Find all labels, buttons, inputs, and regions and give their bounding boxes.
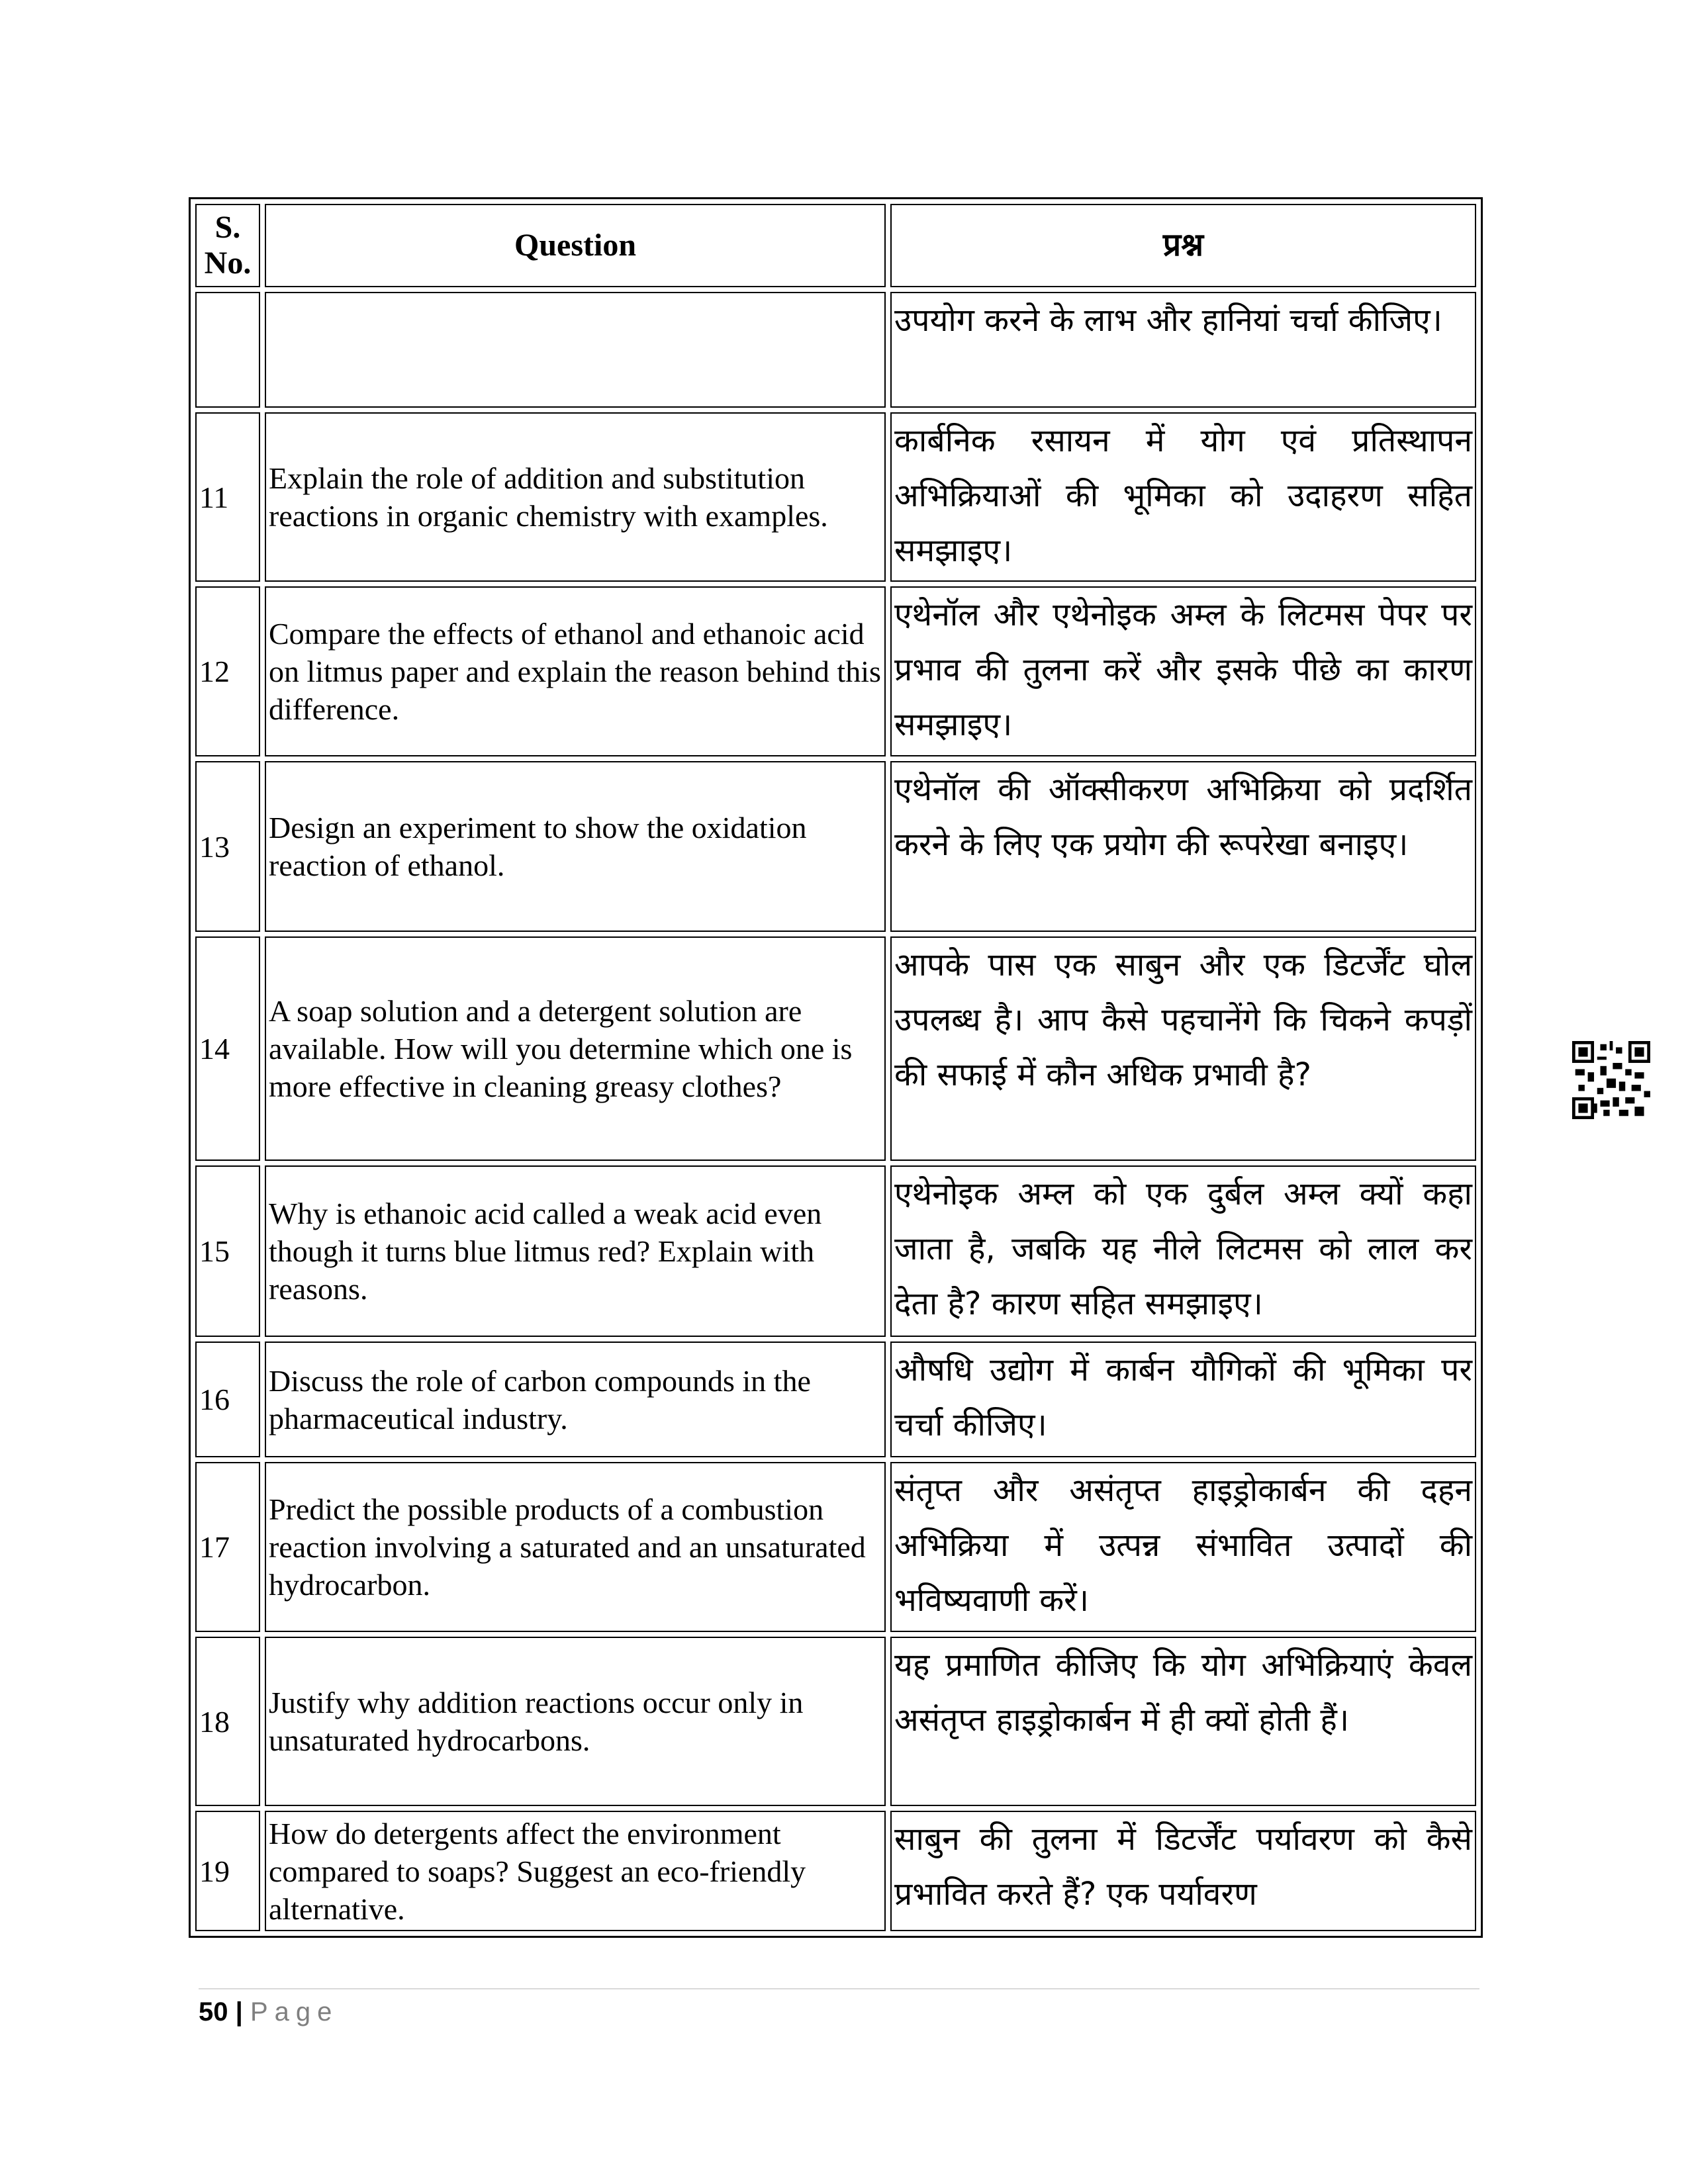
question-cell: Discuss the role of carbon compounds in the pharmaceutical industry. (265, 1342, 886, 1457)
table-row (195, 936, 1476, 1161)
table-row (195, 586, 1476, 756)
question-cell: A soap solution and a detergent solution are available. How will you determine which one is more effective in cleaning greasy clothes? (265, 936, 886, 1161)
hindi-question-cell: एथेनॉल की ऑक्सीकरण अभिक्रिया को प्रदर्शित करने के लिए एक प्रयोग की रूपरेखा बनाइए। (890, 761, 1476, 932)
hindi-question-cell: उपयोग करने के लाभ और हानियां चर्चा कीजिए। (890, 292, 1476, 408)
hindi-question-cell: साबुन की तुलना में डिटर्जेंट पर्यावरण को कैसे प्रभावित करते हैं? एक पर्यावरण (890, 1811, 1476, 1931)
question-cell (265, 292, 886, 408)
table-row (195, 761, 1476, 932)
hindi-question-cell: आपके पास एक साबुन और एक डिटर्जेंट घोल उपलब्ध है। आप कैसे पहचानेंगे कि चिकने कपड़ों की सफाई में कौन अधिक प्रभावी है? (890, 936, 1476, 1161)
hindi-question-cell: संतृप्त और असंतृप्त हाइड्रोकार्बन की दहन अभिक्रिया में उत्पन्न संभावित उत्पादों की भविष्यवाणी करें। (890, 1462, 1476, 1632)
hindi-question-cell: कार्बनिक रसायन में योग एवं प्रतिस्थापन अभिक्रियाओं की भूमिका को उदाहरण सहित समझाइए। (890, 412, 1476, 582)
sno-cell: 11 (195, 412, 260, 582)
table-row (195, 1637, 1476, 1806)
table-row (195, 1811, 1476, 1931)
sno-cell: 16 (195, 1342, 260, 1457)
table-row (195, 292, 1476, 408)
sno-cell: 12 (195, 586, 260, 756)
table-row (195, 412, 1476, 582)
header-hindi: प्रश्न (890, 204, 1476, 287)
question-cell: Justify why addition reactions occur only in unsaturated hydrocarbons. (265, 1637, 886, 1806)
footer-divider (199, 1988, 1479, 1989)
page-label: Page (250, 1997, 339, 2026)
sno-cell: 18 (195, 1637, 260, 1806)
sno-cell: 19 (195, 1811, 260, 1931)
page-footer (199, 1997, 338, 2027)
question-cell: Explain the role of addition and substitution reactions in organic chemistry with examples. (265, 412, 886, 582)
sno-cell: 13 (195, 761, 260, 932)
question-cell: How do detergents affect the environment compared to soaps? Suggest an eco-friendly alternative. (265, 1811, 886, 1931)
question-cell: Design an experiment to show the oxidation reaction of ethanol. (265, 761, 886, 932)
hindi-question-cell: एथेनोइक अम्ल को एक दुर्बल अम्ल क्यों कहा जाता है, जबकि यह नीले लिटमस को लाल कर देता है? कारण सहित समझाइए। (890, 1165, 1476, 1337)
header-sno: S. No. (195, 204, 260, 287)
hindi-question-cell: एथेनॉल और एथेनोइक अम्ल के लिटमस पेपर पर प्रभाव की तुलना करें और इसके पीछे का कारण समझाइए। (890, 586, 1476, 756)
table-header-row (195, 204, 1476, 287)
header-question: Question (265, 204, 886, 287)
sno-cell: 14 (195, 936, 260, 1161)
sno-cell: 17 (195, 1462, 260, 1632)
hindi-question-cell: यह प्रमाणित कीजिए कि योग अभिक्रियाएं केवल असंतृप्त हाइड्रोकार्बन में ही क्यों होती हैं। (890, 1637, 1476, 1806)
sno-cell: 15 (195, 1165, 260, 1337)
question-cell: Why is ethanoic acid called a weak acid even though it turns blue litmus red? Explain with reasons. (265, 1165, 886, 1337)
page-number: 50 (199, 1997, 228, 2026)
qr-code-icon (1572, 1041, 1650, 1119)
question-cell: Compare the effects of ethanol and ethanoic acid on litmus paper and explain the reason behind this difference. (265, 586, 886, 756)
table-row (195, 1342, 1476, 1457)
questions-table (189, 197, 1483, 1938)
table-row (195, 1165, 1476, 1337)
hindi-question-cell: औषधि उद्योग में कार्बन यौगिकों की भूमिका पर चर्चा कीजिए। (890, 1342, 1476, 1457)
sno-cell (195, 292, 260, 408)
question-cell: Predict the possible products of a combustion reaction involving a saturated and an unsaturated hydrocarbon. (265, 1462, 886, 1632)
table-row (195, 1462, 1476, 1632)
footer-separator: | (235, 1997, 243, 2026)
